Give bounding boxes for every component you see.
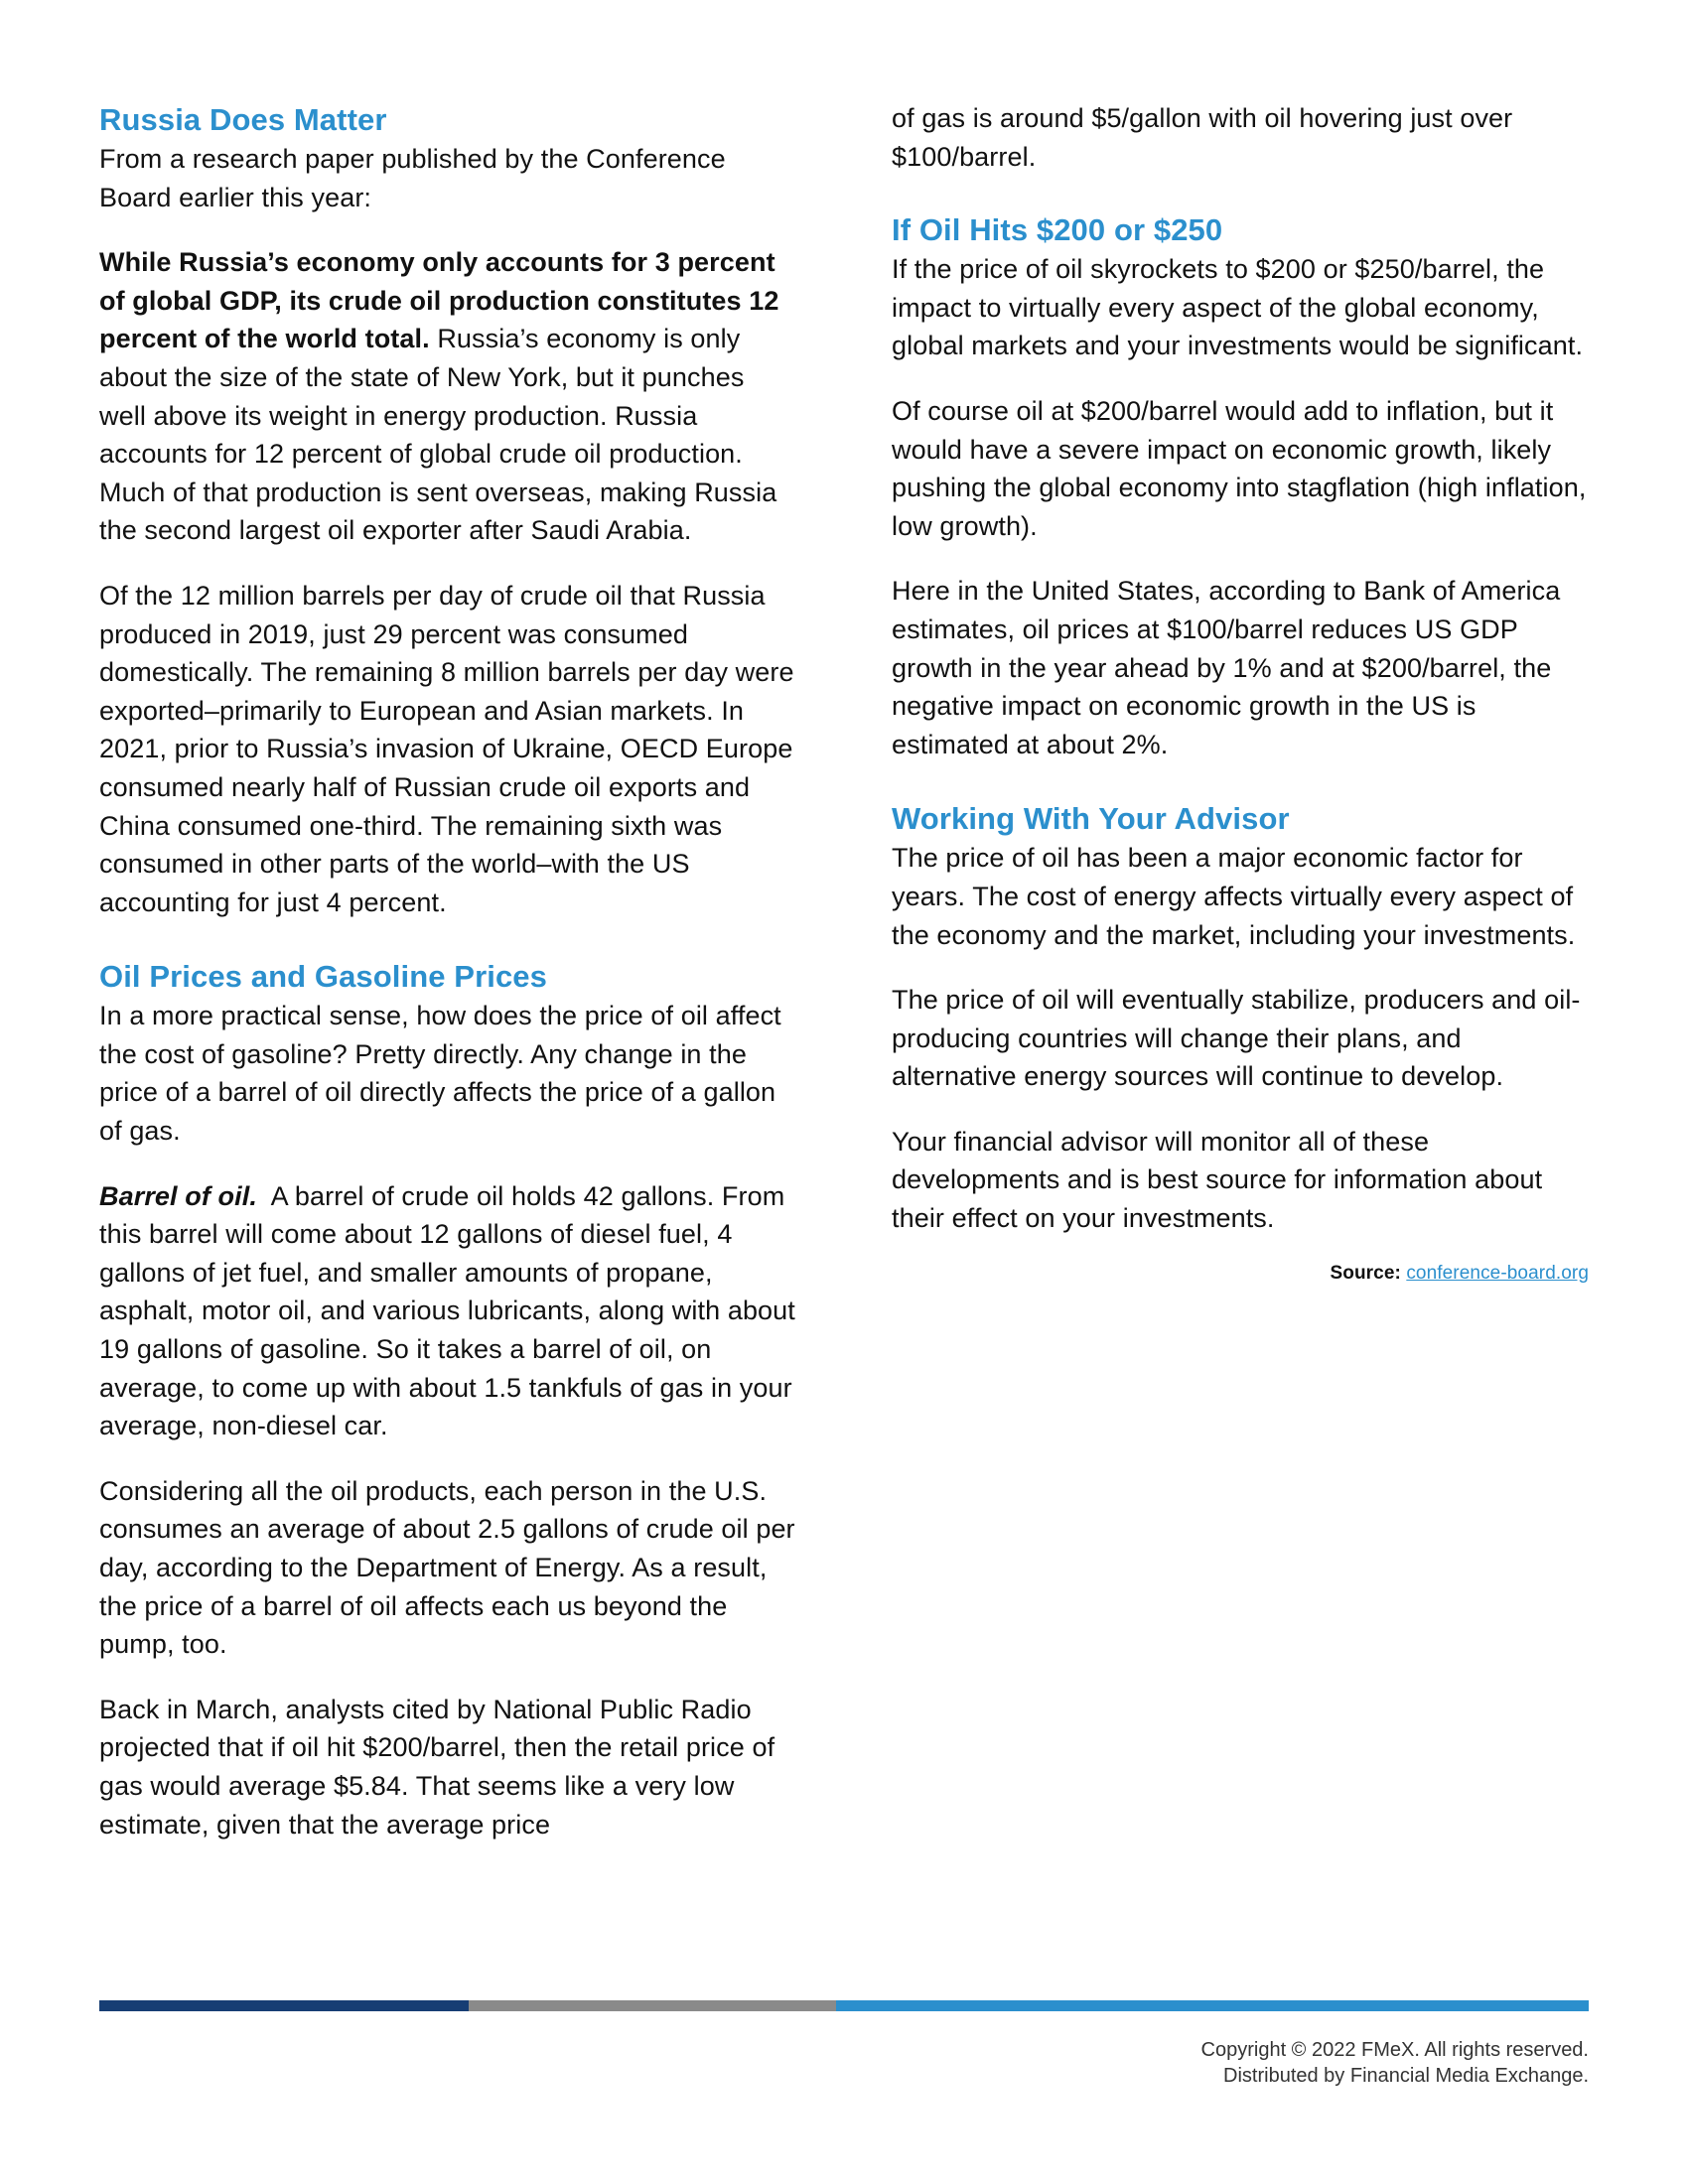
russia-exports-paragraph: Of the 12 million barrels per day of crude oil that Russia produced in 2019, just 29 percent was consumed domestically. The remaining 8 million barrels per day were exported–primarily to European and Asian markets. In 2021, prior to Russia’s invasion of Ukraine, OECD Europe consumed nearly half of Russian crude oil exports and China consumed one-third. The remaining sixth was consumed in other parts of the world–with the US accounting for just 4 percent. (99, 580, 794, 917)
russia-intro: From a research paper published by the Conference Board earlier this year: (99, 144, 726, 212)
oil-200-paragraph-3: Here in the United States, according to Bank of America estimates, oil prices at $100/barrel reduces US GDP growth in the year ahead by 1% and at $200/barrel, the negative impact on economic growth in the US is estimated at about 2%. (892, 576, 1561, 759)
source-line (892, 1261, 1589, 1287)
source-link[interactable]: conference-board.org (1406, 1262, 1589, 1284)
section-heading-russia: Russia Does Matter (99, 102, 387, 137)
advisor-paragraph-2: The price of oil will eventually stabilize, producers and oil-producing countries will change their plans, and alternative energy sources will continue to develop. (892, 985, 1581, 1092)
barrel-text: A barrel of crude oil holds 42 gallons. From this barrel will come about 12 gallons of diesel fuel, 4 gallons of jet fuel, and smaller amounts of propane, asphalt, motor oil, and various lubricants, along with about 19 gallons of gasoline. So it takes a barrel of oil, on average, to come up with about 1.5 tankfuls of gas in your average, non-diesel car. (99, 1180, 803, 1441)
oil-200-paragraph-2: Of course oil at $200/barrel would add to inflation, but it would have a severe impact on economic growth, likely pushing the global economy into stagflation (high inflation, low growth). (892, 395, 1587, 541)
section-heading-oil-200: If Oil Hits $200 or $250 (892, 212, 1223, 248)
section-heading-advisor: Working With Your Advisor (892, 801, 1290, 837)
footer-color-bar (99, 2000, 1589, 2011)
left-column (99, 99, 803, 1870)
advisor-paragraph-3: Your financial advisor will monitor all of these developments and is best source for information about their effect on your investments. (892, 1126, 1543, 1234)
footer-bar-blue (836, 2000, 1589, 2011)
npr-paragraph-continuation: of gas is around $5/gallon with oil hovering just over $100/barrel. (892, 103, 1513, 172)
barrel-paragraph (99, 1177, 803, 1445)
oil-200-paragraph-1: If the price of oil skyrockets to $200 or $250/barrel, the impact to virtually every aspect of the global economy, global markets and your investments would be significant. (892, 254, 1584, 361)
footer-bar-gray (469, 2000, 836, 2011)
source-label: Source: (1330, 1262, 1401, 1284)
consumption-paragraph: Considering all the oil products, each person in the U.S. consumes an average of about 2.5 gallons of crude oil per day, according to the Department of Energy. As a result, the price of a barrel of oil affects each us beyond the pump, too. (99, 1475, 795, 1660)
barrel-label: Barrel of oil. (99, 1180, 257, 1211)
advisor-paragraph-1: The price of oil has been a major economic factor for years. The cost of energy affects virtually every aspect of the economy and the market, including your investments. (892, 843, 1576, 950)
russia-quote-rest: Russia’s economy is only about the size of the state of New York, but it punches well above its weight in energy production. Russia accounts for 12 percent of global crude oil production. Much of that production is sent overseas, making Russia the second largest oil exporter after Saudi Arabia. (99, 324, 777, 546)
copyright-text: Copyright © 2022 FMeX. All rights reserved. (1200, 2039, 1589, 2061)
npr-paragraph: Back in March, analysts cited by National Public Radio projected that if oil hit $200/barrel, then the retail price of gas would average $5.84. That seems like a very low estimate, given that the average price (99, 1694, 775, 1840)
section-heading-gasoline: Oil Prices and Gasoline Prices (99, 959, 547, 995)
right-column (892, 99, 1589, 1287)
gasoline-intro: In a more practical sense, how does the price of oil affect the cost of gasoline? Pretty directly. Any change in the price of a barrel of oil directly affects the price of a gallon of gas. (99, 1001, 781, 1147)
russia-quote-bold: While Russia’s economy only accounts for 3 percent of global GDP, its crude oil production constitutes 12 percent of the world total. (99, 247, 779, 354)
distributed-text: Distributed by Financial Media Exchange. (1223, 2065, 1589, 2087)
russia-quote-paragraph (99, 243, 796, 550)
footer (1201, 2037, 1589, 2089)
footer-bar-navy (99, 2000, 469, 2011)
